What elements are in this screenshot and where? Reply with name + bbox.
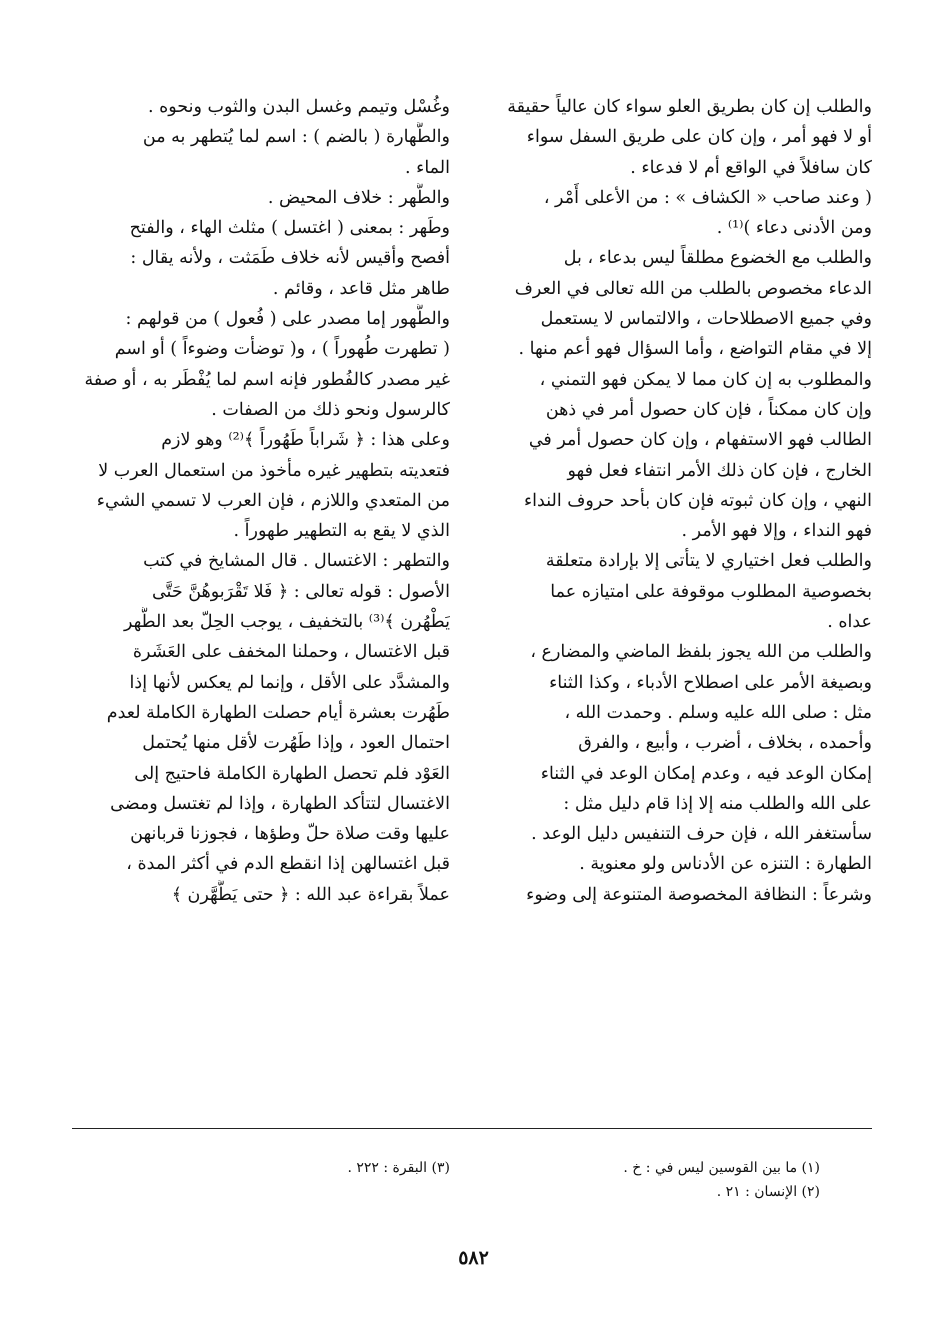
text-line: والمطلوب به إن كان مما لا يمكن فهو التمني ،	[539, 369, 872, 390]
text-line: الخارج ، فإن كان ذلك الأمر انتفاء فعل فهو	[567, 460, 872, 481]
text-line: غير مصدر كالفُطور فإنه اسم لما يُفْطَر به ، أو صفة	[84, 369, 450, 390]
text-line: كان سافلاً في الواقع أم لا فدعاء .	[630, 157, 872, 178]
text-line: وفي جميع الاصطلاحات ، والالتماس لا يستعمل	[540, 309, 872, 330]
text-line: والطلب من الله يجوز بلفظ الماضي والمضارع ،	[530, 642, 872, 663]
text-line: مثل : صلى الله عليه وسلم . وحمدت الله ،	[564, 702, 872, 723]
text-line: الدعاء مخصوص بالطلب من الله تعالى في العرف	[514, 278, 872, 299]
text-line: النهي ، وإن كان ثبوته فإن كان بأحد حروف النداء	[523, 490, 872, 511]
text-line: الأصول : قوله تعالى : ﴿ فَلا تَقْرَبوهُنَّ حَتَّى	[151, 581, 450, 602]
right-column	[462, 92, 872, 910]
text-line: وأحمده ، بخلاف ، أضرب ، وأبيع ، والفرق	[578, 733, 872, 754]
text-line: الماء .	[405, 157, 450, 178]
footnote-divider	[72, 1128, 872, 1129]
text-line: إمكان الوعد فيه ، وعدم إمكان الوعد في الثناء	[540, 763, 872, 784]
text-line: والطلب إن كان بطريق العلو سواء كان عالياً حقيقة	[507, 97, 872, 117]
text-line: كالرسول ونحو ذلك من الصفات .	[211, 399, 450, 420]
text-line: يَطْهُرن ﴾⁽³⁾ بالتخفيف ، يوجب الحِلّ بعد الطُّهر	[123, 612, 450, 633]
text-line: ( تطهرت طُهوراً ) ، و( توضأت وضوءاً ) أو اسم	[114, 339, 450, 360]
footnote-1: (١) ما بين القوسين ليس في : خ .	[623, 1160, 820, 1176]
text-line: إلا في مقام التواضع ، وأما السؤال فهو أعم منها .	[518, 339, 872, 360]
text-line: أفصح وأقيس لأنه خلاف طَمَثت ، ولأنه يقال :	[130, 248, 450, 269]
text-line: والطَّهارة ( بالضم ) : اسم لما يُتطهر به من	[142, 127, 450, 148]
text-line: على الله والطلب منه إلا إذا قام دليل مثل :	[563, 793, 872, 814]
text-line: طَهُرت بعشرة أيام حصلت الطهارة الكاملة لعدم	[106, 702, 450, 723]
footnote-3: (٣) البقرة : ٢٢٢ .	[347, 1160, 450, 1176]
text-line: فتعديته بتطهير غيره مأخوذ من استعمال العرب لا	[98, 460, 450, 481]
text-line: طاهر مثل قاعد ، وقائم .	[272, 278, 450, 299]
text-line: والمشدَّد على الأقل ، وإنما لم يعكس لأنها إذا	[129, 672, 450, 693]
text-line: والطُّهور إما مصدر على ( فُعول ) من قولهم :	[125, 309, 450, 330]
text-line: وإن كان ممكناً ، فإن كان حصول أمر في ذهن	[545, 399, 872, 420]
text-line: ومن الأدنى دعاء )⁽¹⁾ .	[716, 218, 872, 239]
text-line: والطُّهر : خلاف المحيض .	[267, 187, 450, 208]
text-line: والتطهر : الاغتسال . قال المشايخ في كتب	[143, 551, 450, 572]
text-line: الذي لا يقع به التطهير طهوراً .	[233, 521, 450, 542]
text-line: سأستغفر الله ، فإن حرف التنفيس دليل الوعد .	[531, 824, 872, 845]
text-line: قبل اغتسالهن إذا انقطع الدم في أكثر المدة ،	[126, 854, 450, 875]
left-column	[72, 92, 450, 910]
text-line: عملاً بقراءة عبد الله : ﴿ حتى يَطَّهَّرن ﴾	[171, 884, 450, 905]
footnote-2: (٢) الإنسان : ٢١ .	[716, 1184, 820, 1200]
text-line: الطالب فهو الاستفهام ، وإن كان حصول أمر في	[528, 430, 872, 451]
text-line: عداه .	[827, 612, 872, 633]
text-line: وبصيغة الأمر على اصطلاح الأدباء ، وكذا الثناء	[549, 672, 872, 693]
text-line: فهو النداء ، وإلا فهو الأمر .	[681, 521, 872, 542]
text-line: وشرعاً : النظافة المخصوصة المتنوعة إلى وضوء	[526, 884, 872, 905]
text-line: عليها وقت صلاة حلّ وطؤها ، فجوزنا قربانهن	[130, 824, 450, 845]
text-line: والطلب مع الخضوع مطلقاً ليس بدعاء ، بل	[563, 248, 872, 269]
text-line: وطَهر : بمعنى ( اغتسل ) مثلث الهاء ، والفتح	[129, 218, 450, 239]
text-line: من المتعدي واللازم ، فإن العرب لا تسمي الشيء	[96, 490, 450, 511]
text-line: الاغتسال لتتأكد الطهارة ، وإذا لم تغتسل ومضى	[110, 793, 450, 814]
page-number: ٥٨٢	[458, 1247, 489, 1269]
text-line: ( وعند صاحب « الكشاف » : من الأعلى أَمْر ،	[543, 187, 872, 208]
text-line: وعلى هذا : ﴿ شَراباً طَهُوراً ﴾⁽²⁾ وهو لازم	[161, 430, 450, 451]
text-line: احتمال العود ، وإذا طَهُرت لأقل منها يُحتمل	[142, 733, 450, 754]
entry-heading-line: الطهارة : التنزه عن الأدناس ولو معنوية .	[579, 854, 872, 875]
text-line: والطلب فعل اختياري لا يتأتى إلا بإرادة متعلقة	[545, 551, 872, 572]
text-line: بخصوصية المطلوب موقوفة على امتيازه عما	[550, 581, 872, 602]
text-line: قبل الاغتسال ، وحملنا المخفف على العَشَرة	[132, 642, 450, 663]
text-line: وغُسْل وتيمم وغسل البدن والثوب ونحوه .	[147, 97, 450, 117]
text-line: أو لا فهو أمر ، وإن كان على طريق السفل سواء	[526, 127, 872, 148]
text-line: العَوْد فلم تحصل الطهارة الكاملة فاحتيج إلى	[134, 763, 450, 784]
